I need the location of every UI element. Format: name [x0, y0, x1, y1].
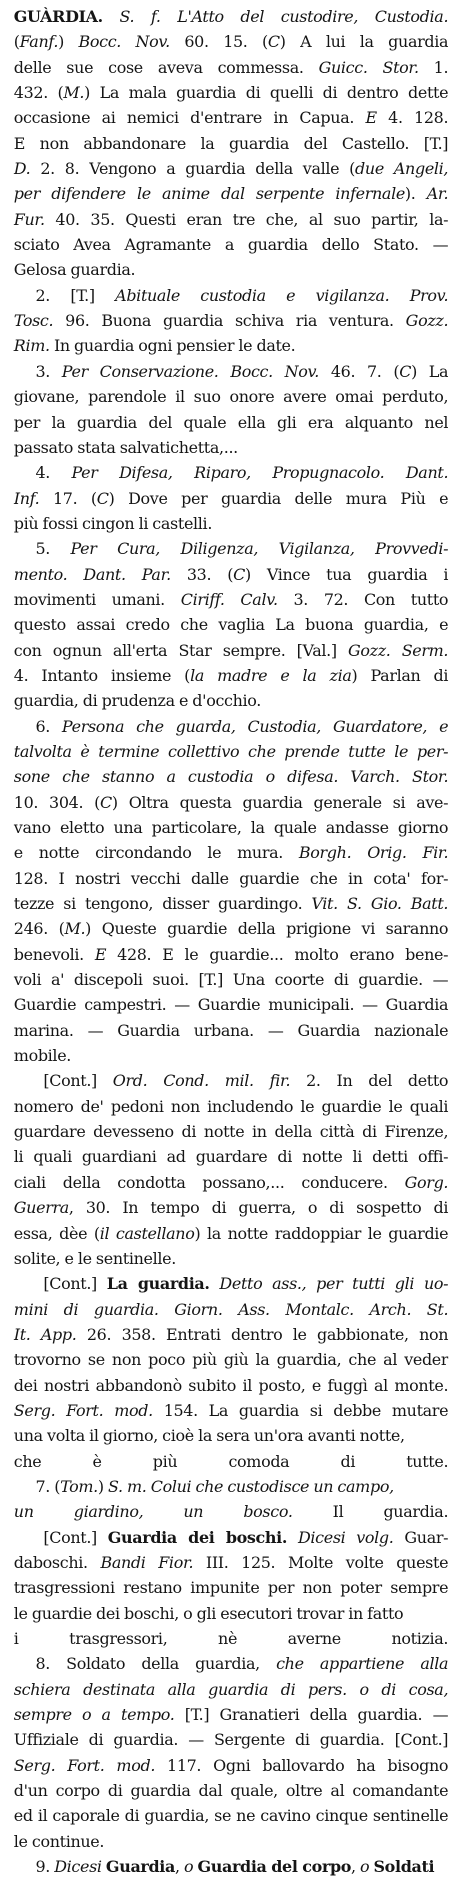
text-run: 7. (: [35, 1476, 61, 1496]
text-run: ) Parlan di: [351, 665, 449, 685]
text-run: , 30. In tempo di guerra, o di sospetto di: [68, 1198, 449, 1218]
text-run: marina. — Guardia urbana. — Guardia nazionale: [13, 1020, 449, 1040]
text-line: [14, 410, 448, 435]
italic-text: Bandi Fior.: [100, 1552, 194, 1572]
italic-text: Guerra: [13, 1198, 69, 1218]
text-run: 428. E le guardie... molto erano bene-: [106, 944, 449, 964]
italic-text: sone che stanno a custodia o difesa. Varch. Stor.: [13, 767, 449, 787]
text-run: ,: [174, 1857, 184, 1877]
text-line: [14, 1525, 448, 1550]
text-line: [14, 714, 448, 739]
italic-text: M.: [64, 919, 86, 939]
text-run: dei nostri abbandonò subito il posto, e fuggì al monte.: [13, 1375, 449, 1395]
text-run: 3. 72. Con tutto: [277, 589, 449, 609]
text-line: [14, 232, 448, 257]
text-run: ,: [351, 1857, 361, 1877]
text-line: [14, 1068, 448, 1093]
text-run: essa, dèe (: [13, 1223, 100, 1243]
italic-text: Gozz. Serm.: [347, 640, 449, 660]
text-run: daboschi.: [13, 1552, 101, 1572]
text-run: ).: [404, 184, 427, 204]
italic-text: Per Cura, Diligenza, Vigilanza, Provvedi-: [70, 539, 449, 559]
text-line: [14, 156, 448, 181]
text-line: [14, 1829, 448, 1854]
text-line: [14, 1677, 448, 1702]
italic-text: schiera destinata alla guardia di pers. o di cosa,: [13, 1679, 449, 1699]
italic-text: Persona che guarda, Custodia, Guardatore, e: [61, 716, 449, 736]
text-line: [14, 1246, 448, 1271]
italic-text: mento. Dant. Par.: [13, 564, 171, 584]
text-line: [14, 1727, 448, 1752]
italic-text: Fanf.: [19, 32, 59, 52]
italic-text: Ar.: [426, 184, 449, 204]
text-line: [14, 384, 448, 409]
text-line: [14, 257, 448, 282]
headword: Guardia del corpo: [197, 1857, 352, 1877]
text-line: [14, 992, 448, 1017]
text-run: movimenti umani.: [13, 589, 181, 609]
text-run: 128. I nostri vecchi dalle guardie che in cota' for-: [13, 868, 449, 888]
text-line: [14, 1297, 448, 1322]
italic-text: talvolta è termine collettivo che prende tutte le per-: [13, 741, 449, 761]
text-run: (: [13, 32, 20, 52]
text-line: [14, 1550, 448, 1575]
italic-text: che appartiene alla: [276, 1654, 449, 1674]
text-line: [14, 1373, 448, 1398]
text-line: [14, 1778, 448, 1803]
text-run: trovorno se non poco più giù la guardia, che al veder: [13, 1350, 449, 1370]
text-run: i trasgressori, nè averne notizia.: [13, 1629, 449, 1648]
text-line: [14, 967, 448, 992]
text-run: In guardia ogni pensier le date.: [49, 336, 296, 356]
text-line: [14, 663, 448, 688]
text-line: [14, 612, 448, 637]
text-line: [14, 131, 448, 156]
text-run: voli a' discepoli suoi. [T.] Una coorte di guardie. —: [13, 970, 449, 990]
text-run: 1.: [418, 57, 449, 77]
text-run: ) A lui la guardia: [279, 32, 449, 52]
italic-text: Per Difesa, Riparo, Propugnacolo. Dant.: [71, 463, 449, 483]
text-run: ) Dove per guardia delle mura Più e: [108, 488, 449, 508]
text-run: che è più comoda di tutte.: [13, 1451, 449, 1471]
italic-text: Gorg.: [404, 1172, 449, 1192]
text-line: [14, 562, 448, 587]
italic-text: due Angeli,: [355, 159, 449, 179]
text-line: [14, 1575, 448, 1600]
text-run: più fossi cingon li castelli.: [13, 513, 213, 533]
text-run: ) La: [411, 361, 449, 381]
text-run: III. 125. Molte volte queste: [193, 1552, 449, 1572]
italic-text: un giardino, un bosco.: [13, 1502, 293, 1522]
text-run: d'un corpo di guardia dal quale, oltre al comandante: [13, 1781, 449, 1801]
text-run: 432. (: [13, 83, 64, 103]
text-run: ) Queste guardie della prigione vi saranno: [85, 919, 449, 939]
text-run: 154. La guardia si debbe mutare: [152, 1400, 449, 1420]
text-run: occasione ai nemici d'entrare in Capua.: [13, 108, 366, 128]
text-line: [14, 764, 448, 789]
text-run: 246. (: [13, 919, 65, 939]
text-line: [14, 1398, 448, 1423]
italic-text: Guicc. Stor.: [318, 57, 419, 77]
text-line: [14, 4, 448, 29]
italic-text: Serg. Fort. mod.: [13, 1400, 153, 1420]
text-run: 4. 128.: [376, 108, 449, 128]
text-run: 17. (: [39, 488, 97, 508]
text-run: una volta il giorno, cioè la sera un'ora avanti notte,: [13, 1426, 405, 1446]
text-line: [14, 181, 448, 206]
text-line: [14, 1423, 448, 1448]
text-run: guardia, di prudenza e d'occhio.: [13, 691, 262, 711]
text-line: [14, 1854, 448, 1879]
text-line: [14, 435, 448, 460]
italic-text: S. f. L'Atto del custodire, Custodia.: [119, 7, 449, 26]
text-run: 46. 7. (: [319, 361, 400, 381]
text-run: le guardie dei boschi, o gli esecutori trovar in fatto: [13, 1603, 404, 1623]
text-run: [287, 1528, 298, 1547]
text-run: 5.: [35, 539, 71, 559]
italic-text: Rim.: [13, 336, 50, 356]
italic-text: Borgh. Orig. Fir.: [298, 843, 449, 863]
text-line: [14, 55, 448, 80]
text-run: 10. 304. (: [13, 792, 101, 812]
text-line: [14, 739, 448, 764]
text-run: Guardie campestri. — Guardie municipali. — Guardia: [13, 995, 449, 1015]
text-run: 26. 358. Entrati dentro le gabbionate, non: [76, 1324, 449, 1344]
text-line: [14, 1651, 448, 1676]
text-run: E non abbandonare la guardia del Castello. [T.]: [13, 133, 449, 153]
text-run: solite, e le sentinelle.: [13, 1248, 176, 1268]
text-line: [14, 1043, 448, 1068]
text-run: Gelosa guardia.: [13, 260, 136, 280]
italic-text: E: [365, 108, 377, 128]
text-run: ): [97, 1476, 109, 1496]
italic-text: la madre e la zia: [190, 665, 352, 685]
text-line: [14, 1474, 448, 1499]
italic-text: Dicesi: [54, 1857, 102, 1877]
italic-text: Tom.: [60, 1476, 98, 1496]
italic-text: il castellano: [99, 1223, 195, 1243]
text-line: [14, 1626, 448, 1651]
text-run: [T.] Granatieri della guardia. —: [174, 1705, 449, 1725]
text-line: [14, 207, 448, 232]
text-run: vano eletto una particolare, la quale andasse giorno: [13, 818, 449, 837]
text-line: [14, 587, 448, 612]
headword: Guardia dei boschi.: [107, 1527, 288, 1547]
text-line: [14, 80, 448, 105]
text-run: [Cont.]: [43, 1071, 113, 1091]
text-run: 2. In del detto: [290, 1071, 449, 1091]
text-line: [14, 1347, 448, 1372]
italic-text: E: [94, 944, 107, 964]
text-line: [14, 511, 448, 536]
text-line: [14, 308, 448, 333]
text-run: 33. (: [170, 564, 234, 584]
text-run: delle sue cose aveva commessa.: [13, 57, 319, 77]
text-run: Il guardia.: [292, 1502, 449, 1522]
text-line: [14, 866, 448, 891]
text-line: [14, 1018, 448, 1043]
text-run: 60. 15. (: [169, 32, 268, 52]
italic-text: o: [360, 1857, 370, 1877]
text-run: mobile.: [13, 1046, 72, 1066]
text-run: giovane, parendole il suo onore avere omai perduto,: [13, 387, 449, 407]
text-run: 40. 35. Questi eran tre che, al suo partir, la-: [44, 209, 449, 229]
text-line: [14, 1195, 448, 1220]
text-line: [14, 638, 448, 663]
text-run: trasgressioni restano impunite per non poter sempre: [13, 1578, 449, 1598]
text-line: [14, 1449, 448, 1474]
text-line: [14, 486, 448, 511]
italic-text: C: [96, 488, 109, 508]
text-line: [14, 1144, 448, 1169]
text-run: ) Oltra questa guardia generale si ave-: [111, 792, 449, 812]
italic-text: per difendere le anime dal serpente infernale: [13, 184, 405, 204]
text-run: e notte circondando le mura.: [13, 843, 299, 863]
text-run: ): [58, 32, 79, 52]
text-line: [14, 916, 448, 941]
text-run: ciali della condotta possano,... conducere.: [13, 1172, 405, 1192]
italic-text: Abituale custodia e vigilanza. Prov.: [115, 285, 449, 305]
text-line: [14, 1221, 448, 1246]
text-run: Uffiziale di guardia. — Sergente di guardia. [Cont.]: [13, 1730, 449, 1750]
italic-text: S. m. Colui che custodisce un campo,: [108, 1476, 394, 1496]
headword: GUÀRDIA.: [13, 7, 103, 26]
text-line: [14, 1170, 448, 1195]
text-line: [14, 1094, 448, 1119]
italic-text: Fur.: [13, 209, 45, 229]
text-run: passato stata salvatichetta,...: [13, 437, 238, 457]
text-run: [103, 7, 120, 26]
text-run: ed il caporale di guardia, se ne cavino cinque sentinelle: [13, 1806, 449, 1826]
headword: Soldati: [373, 1857, 435, 1877]
italic-text: C: [399, 361, 412, 381]
text-run: [Cont.]: [43, 1527, 108, 1547]
italic-text: Dicesi volg.: [297, 1527, 394, 1547]
text-line: [14, 942, 448, 967]
italic-text: Per Conservazione. Bocc. Nov.: [61, 361, 320, 381]
text-run: con ognun all'erta Star sempre. [Val.]: [13, 640, 348, 660]
italic-text: It. App.: [13, 1324, 77, 1344]
text-line: [14, 840, 448, 865]
text-run: 4. Intanto insieme (: [13, 665, 191, 685]
headword: La guardia.: [106, 1274, 210, 1294]
text-run: 9.: [35, 1857, 55, 1877]
text-run: 117. Ogni ballovardo ha bisogno: [155, 1755, 449, 1775]
text-line: [14, 1271, 448, 1296]
text-run: sciato Avea Agramante a guardia dello Stato. —: [13, 235, 449, 255]
italic-text: Bocc. Nov.: [78, 32, 170, 52]
text-run: 2. [T.]: [35, 285, 116, 305]
italic-text: Serg. Fort. mod.: [13, 1755, 156, 1775]
italic-text: M.: [63, 83, 85, 103]
italic-text: C: [267, 32, 280, 52]
italic-text: Vit. S. Gio. Batt.: [311, 894, 449, 914]
text-run: [Cont.]: [43, 1274, 107, 1294]
text-line: [14, 359, 448, 384]
text-line: [14, 283, 448, 308]
italic-text: Inf.: [13, 488, 40, 508]
text-line: [14, 1119, 448, 1144]
text-run: benevoli.: [13, 944, 95, 964]
text-line: [14, 1322, 448, 1347]
italic-text: C: [233, 564, 245, 584]
italic-text: sempre o a tempo.: [13, 1705, 175, 1725]
text-run: 2. 8. Vengono a guardia della valle (: [30, 159, 356, 179]
text-run: 6.: [35, 716, 62, 736]
text-line: [14, 1601, 448, 1626]
text-run: ) La mala guardia di quelli di dentro dette: [84, 83, 449, 103]
italic-text: C: [100, 792, 112, 812]
italic-text: Tosc.: [13, 311, 54, 331]
text-line: [14, 1499, 448, 1524]
text-line: [14, 105, 448, 130]
text-line: [14, 536, 448, 561]
text-line: [14, 891, 448, 916]
text-line: [14, 815, 448, 840]
text-line: [14, 29, 448, 54]
text-run: tezze si tengono, disser guardingo.: [13, 894, 312, 914]
text-line: [14, 1753, 448, 1778]
text-line: [14, 688, 448, 713]
italic-text: D.: [13, 159, 31, 179]
text-run: [210, 1274, 220, 1293]
italic-text: Ord. Cond. mil. fir.: [112, 1071, 291, 1091]
text-line: [14, 1702, 448, 1727]
text-run: le continue.: [13, 1831, 105, 1851]
italic-text: mini di guardia. Giorn. Ass. Montalc. Arch. St.: [13, 1299, 449, 1319]
text-run: 96. Buona guardia schiva ria ventura.: [53, 311, 406, 331]
text-run: ) la notte raddoppiar le guardie: [194, 1223, 449, 1243]
text-run: guardare devesseno di notte in della città di Firenze,: [13, 1122, 449, 1142]
text-run: Guar-: [393, 1527, 449, 1547]
italic-text: Gozz.: [405, 311, 449, 331]
headword: Guardia: [105, 1857, 175, 1877]
text-run: li quali guardiani ad guardare di notte li detti offi-: [13, 1147, 449, 1167]
text-line: [14, 790, 448, 815]
text-line: [14, 333, 448, 358]
text-run: 8. Soldato della guardia,: [35, 1654, 277, 1674]
text-run: 3.: [35, 361, 62, 381]
text-run: per la guardia del quale ella gli era alquanto nel: [13, 412, 449, 432]
text-line: [14, 1803, 448, 1828]
italic-text: o: [183, 1857, 194, 1877]
text-run: questo assai credo che vaglia La buona guardia, e: [13, 615, 449, 635]
italic-text: Ciriff. Calv.: [180, 589, 278, 609]
text-run: nomero de' pedoni non includendo le guardie le quali: [13, 1096, 449, 1116]
italic-text: Detto ass., per tutti gli uo-: [219, 1274, 449, 1294]
text-line: [14, 460, 448, 485]
text-run: ) Vince tua guardia i: [244, 564, 449, 584]
text-run: 4.: [35, 463, 72, 483]
